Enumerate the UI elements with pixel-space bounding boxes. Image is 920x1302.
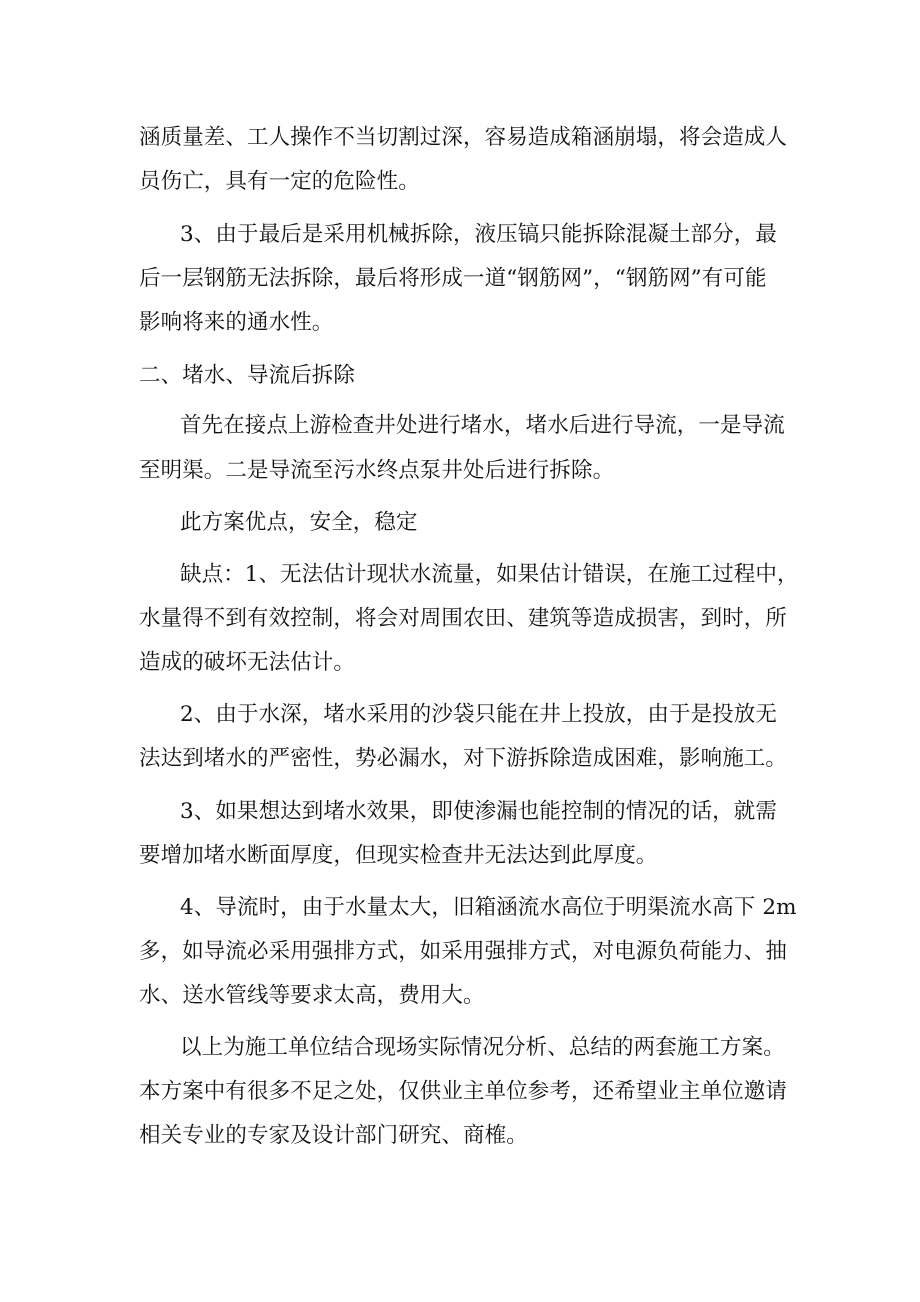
text-line: 以上为施工单位结合现场实际情况分析、总结的两套施工方案。 — [180, 1035, 785, 1060]
text-line: 至明渠。二是导流至污水终点泵井处后进行拆除。 — [139, 458, 615, 483]
text-line: 影响将来的通水性。 — [139, 310, 334, 335]
text-line: 3、由于最后是采用机械拆除，液压镐只能拆除混凝土部分，最 — [180, 222, 777, 247]
text-line: 2、由于水深，堵水采用的沙袋只能在井上投放，由于是投放无 — [180, 702, 777, 727]
text-line: 水、送水管线等要求太高，费用大。 — [139, 983, 485, 1008]
section-heading: 二、堵水、导流后拆除 — [139, 363, 356, 388]
text-line: 涵质量差、工人操作不当切割过深，容易造成箱涵崩塌，将会造成人 — [139, 125, 788, 150]
text-line: 多，如导流必采用强排方式，如采用强排方式，对电源负荷能力、抽 — [139, 939, 788, 964]
text-line: 水量得不到有效控制，将会对周围农田、建筑等造成损害，到时，所 — [139, 606, 788, 631]
text-line: 缺点：1、无法估计现状水流量，如果估计错误，在施工过程中， — [180, 562, 799, 587]
text-line: 法达到堵水的严密性，势必漏水，对下游拆除造成困难，影响施工。 — [139, 746, 788, 771]
text-line: 要增加堵水断面厚度，但现实检查井无法达到此厚度。 — [139, 843, 658, 868]
text-line: 3、如果想达到堵水效果，即使渗漏也能控制的情况的话，就需 — [180, 799, 777, 824]
text-line: 造成的破坏无法估计。 — [139, 650, 356, 675]
text-line: 首先在接点上游检查井处进行堵水，堵水后进行导流，一是导流 — [180, 413, 785, 438]
text-line: 相关专业的专家及设计部门研究、商榷。 — [139, 1123, 528, 1148]
text-line: 员伤亡，具有一定的危险性。 — [139, 169, 420, 194]
text-line: 本方案中有很多不足之处，仅供业主单位参考，还希望业主单位邀请 — [139, 1079, 788, 1104]
text-line: 后一层钢筋无法拆除，最后将形成一道“钢筋网”，“钢筋网”有可能 — [139, 266, 767, 291]
text-line: 此方案优点，安全，稳定 — [180, 510, 418, 535]
text-line: 4、导流时，由于水量太大，旧箱涵流水高位于明渠流水高下 2m — [180, 895, 797, 920]
